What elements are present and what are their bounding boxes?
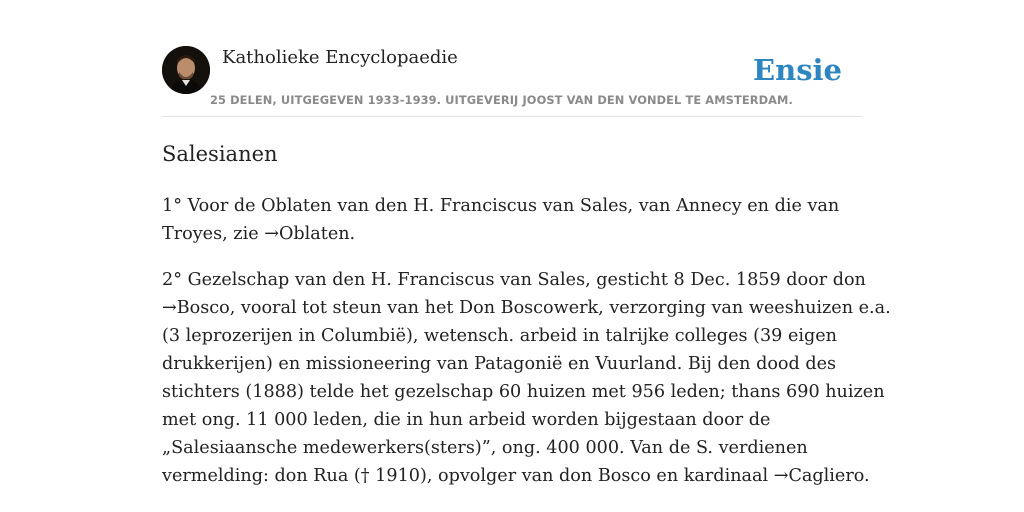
text-line-with-link[interactable]: Troyes, zie →Oblaten. <box>162 224 356 244</box>
text-line: drukkerijen) en missioneering van Patagonië en Vuurland. Bij den dood des <box>162 354 837 374</box>
text-line: met ong. 11 000 leden, die in hun arbeid worden bijgestaan door de <box>162 410 771 430</box>
text-line: „Salesiaansche medewerkers(sters)”, ong. 400 000. Van de S. verdienen <box>162 438 808 458</box>
text-line-with-link[interactable]: vermelding: don Rua († 1910), opvolger van don Bosco en kardinaal →Cagliero. <box>162 466 870 486</box>
source-subtitle: 25 DELEN, UITGEGEVEN 1933-1939. UITGEVERIJ JOOST VAN DEN VONDEL TE AMSTERDAM. <box>210 93 793 107</box>
text-line: stichters (1888) telde het gezelschap 60 huizen met 956 leden; thans 690 huizen <box>162 382 885 402</box>
text-line: 1° Voor de Oblaten van den H. Franciscus van Sales, van Annecy en die van <box>162 196 840 216</box>
text-line: (3 leprozerijen in Columbië), wetensch. arbeid in talrijke colleges (39 eigen <box>162 326 837 346</box>
paragraph-2 <box>162 266 891 490</box>
article-body <box>162 192 891 508</box>
text-line-with-link[interactable]: →Bosco, vooral tot steun van het Don Boscowerk, verzorging van weeshuizen e.a. <box>162 298 891 318</box>
article-title: Salesianen <box>162 142 278 166</box>
text-line: 2° Gezelschap van den H. Franciscus van Sales, gesticht 8 Dec. 1859 door don <box>162 270 866 290</box>
source-title[interactable]: Katholieke Encyclopaedie <box>222 47 458 68</box>
paragraph-1 <box>162 192 867 248</box>
portrait-avatar-icon[interactable] <box>162 46 210 94</box>
header <box>162 46 862 117</box>
brand-logo[interactable]: Ensie <box>753 53 842 87</box>
